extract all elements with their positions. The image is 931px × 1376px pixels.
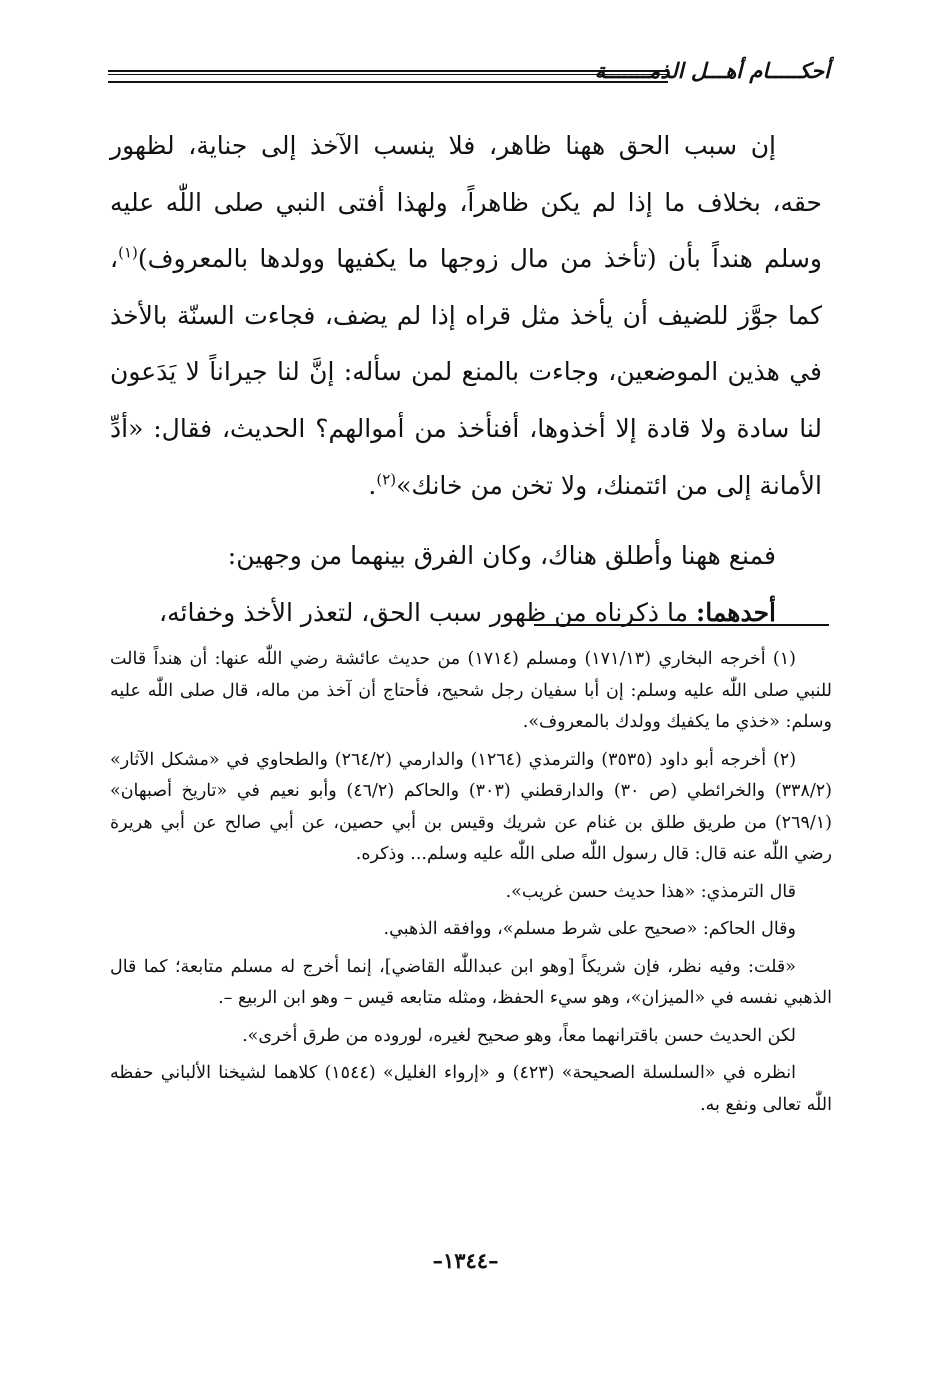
footnote-ref-2[interactable]: (٢) (376, 470, 397, 489)
footnote-1: (١) أخرجه البخاري (١٧١/١٣) ومسلم (١٧١٤) من حديث عائشة رضي اللّٰه عنها: أن هنداً قالت للنبي صلى اللّٰه عليه وسلم: إن أبا سفيان رجل شحيح، فأحتاج أن آخذ من ماله، قال صلى اللّٰه عليه وسلم: «خذي ما يكفيك وولدك بالمعروف». (110, 649, 832, 732)
footnote-2: (٢) أخرجه أبو داود (٣٥٣٥) والترمذي (١٢٦٤) والدارمي (٢٦٤/٢) والطحاوي في «مشكل الآثار» (٣٣٨/٢) والخرائطي (ص ٣٠) والدارقطني (٣٠٣) والحاكم (٤٦/٢) وأبو نعيم في «تاريخ أصبهان» (٢٦٩/١) من طريق طلق بن غنام عن شريك وقيس بن أبي حصين، عن أبي صالح عن أبي هريرة رضي اللّٰه عنه قال: قال رسول اللّٰه صلى اللّٰه عليه وسلم... وذكره. (110, 749, 832, 864)
paragraph-2: فمنع ههنا وأطلق هناك، وكان الفرق بينهما من وجهين: (227, 541, 776, 571)
header-title: أحكـــــام أهـــل الذمـــــــة (594, 58, 830, 83)
paragraph-1-text: إن سبب الحق ههنا ظاهر، فلا ينسب الآخذ إلى جناية، لظهور حقه، بخلاف ما إذا لم يكن ظاهراً، ولهذا أفتى النبي صلى اللّٰه عليه وسلم هنداً بأن (تأخذ من مال زوجها ما يكفيها وولدها بالمعروف) (110, 131, 822, 274)
footnote-2-reference: انظره في «السلسلة الصحيحة» (٤٢٣) و «إرواء الغليل» (١٥٤٤) كلاهما لشيخنا الألباني حفظه اللّٰه تعالى ونفع به. (110, 1063, 832, 1115)
paragraph-3 (110, 585, 822, 642)
footnote-2-comment: «قلت: وفيه نظر، فإن شريكاً [وهو ابن عبداللّٰه القاضي]، إنما أخرج له مسلم متابعة؛ كما قال الذهبي نفسه في «الميزان»، وهو سيء الحفظ، ومثله متابعه قيس – وهو ابن الربيع –. (110, 956, 832, 1008)
paragraph-3-lead: أحدهما: (695, 597, 776, 627)
footnote-2-tirmidhi: قال الترمذي: «هذا حديث حسن غريب». (505, 881, 796, 902)
footnote-separator (534, 624, 829, 626)
paragraph-1-continuation: ، كما جوَّز للضيف أن يأخذ مثل قراه إذا لم يضف، فجاءت السنّة بالأخذ في هذين الموضعين، وجاءت بالمنع لمن سأله: إنَّ لنا جيراناً لا يَدَعون لنا سادة ولا قادة إلا أخذوها، أفنأخذ من أموالهم؟ الحديث، فقال: «أدِّ الأمانة إلى من ائتمنك، ولا تخن من خانك» (110, 244, 822, 500)
page-number: –١٣٤٤– (432, 1248, 499, 1273)
paragraph-3-text: ما ذكرناه من ظهور سبب الحق، لتعذر الأخذ وخفائه، (159, 597, 696, 627)
footnotes (110, 644, 832, 1127)
running-header (108, 52, 830, 92)
footnote-ref-1[interactable]: (١) (118, 243, 138, 262)
paragraph-1-end: . (368, 470, 377, 500)
main-text (110, 118, 822, 641)
footnote-2-grading: لكن الحديث حسن باقترانهما معاً، وهو صحيح لغيره، لوروده من طرق أخرى». (242, 1025, 796, 1046)
header-rule (108, 70, 668, 83)
paragraph-1 (110, 118, 822, 514)
footnote-2-hakim: وقال الحاكم: «صحيح على شرط مسلم»، ووافقه الذهبي. (383, 919, 796, 939)
